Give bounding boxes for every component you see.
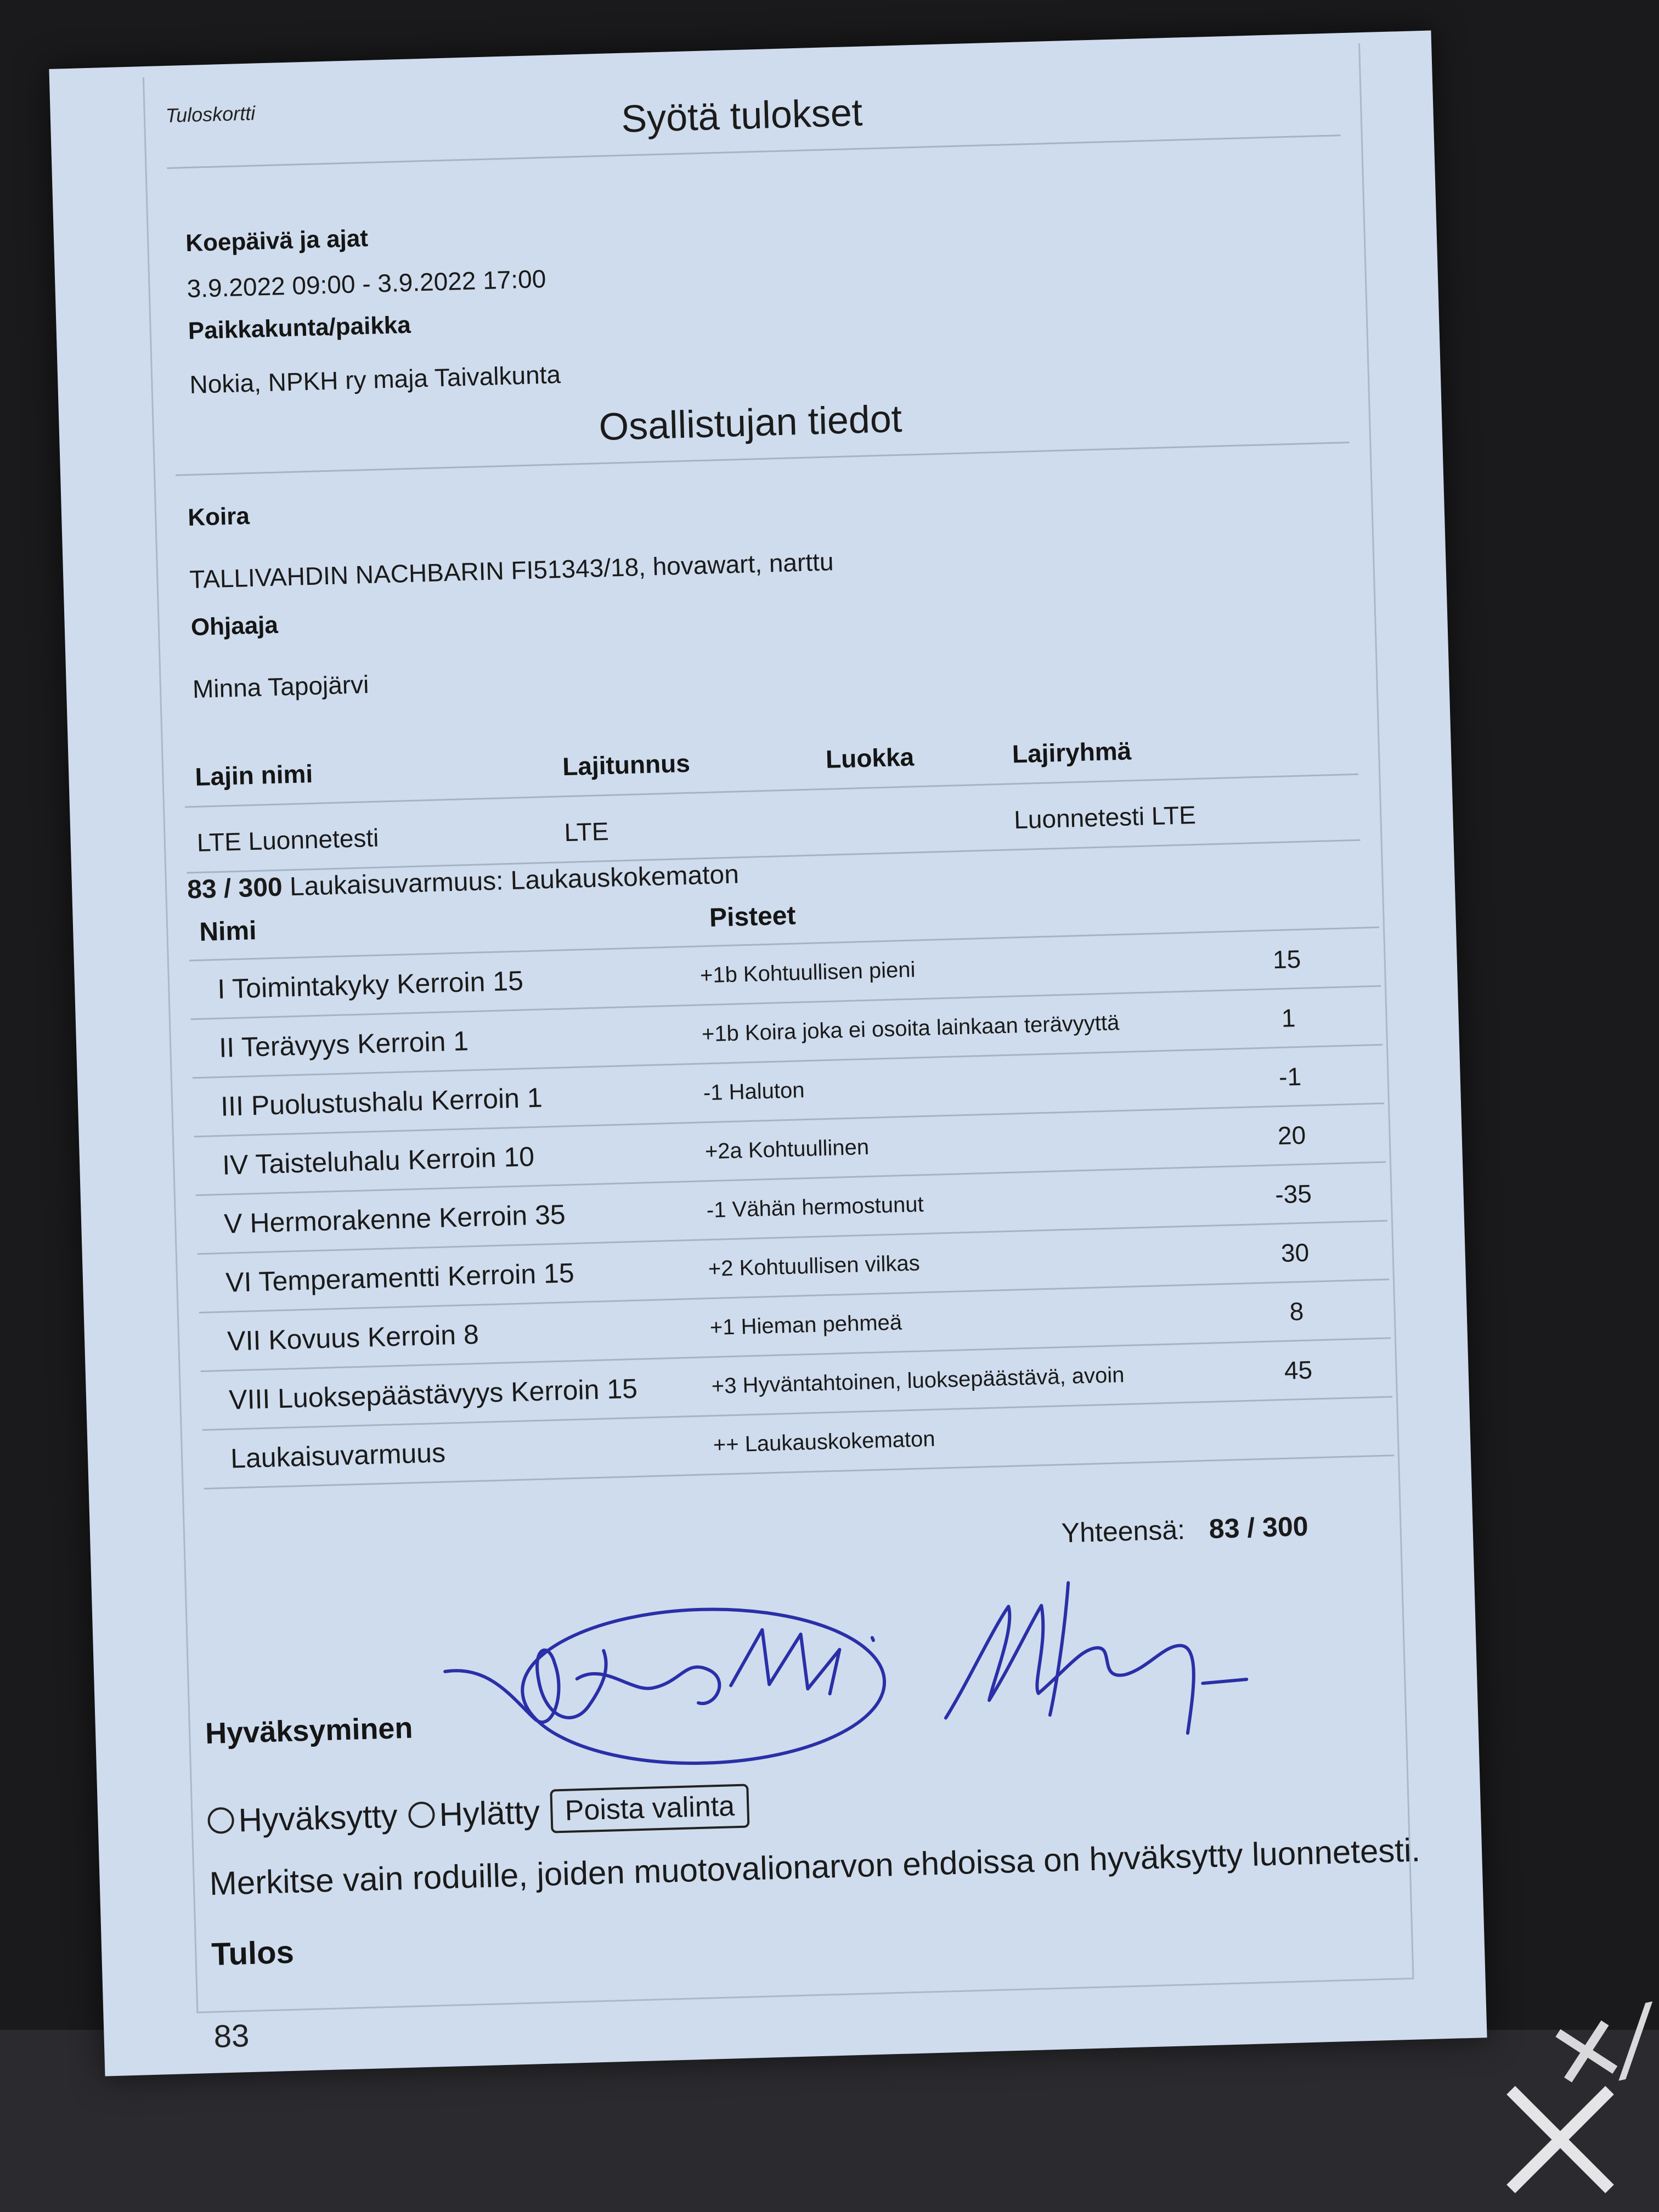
place-label: Paikkakunta/paikka	[188, 311, 411, 345]
criterion-choice: +2a Kohtuullinen	[704, 1109, 1199, 1181]
radio-approved[interactable]	[207, 1807, 234, 1834]
criterion-choice: +2 Kohtuullisen vilkas	[707, 1226, 1203, 1299]
criterion-points: -35	[1199, 1162, 1387, 1226]
criterion-points: 1	[1194, 986, 1383, 1049]
criteria-header-points: Pisteet	[698, 877, 1193, 946]
handler-label: Ohjaaja	[190, 611, 279, 641]
criterion-points: 8	[1203, 1279, 1391, 1343]
radio-rejected[interactable]	[408, 1802, 435, 1829]
criterion-name: IV Taisteluhalu Kerroin 10	[194, 1122, 706, 1195]
date-value: 3.9.2022 09:00 - 3.9.2022 17:00	[186, 264, 546, 303]
criterion-name: Laukaisuvarmuus	[202, 1416, 714, 1489]
criterion-choice: +3 Hyväntahtoinen, luoksepäästävä, avoin	[710, 1344, 1206, 1416]
total-value: 83 / 300	[1209, 1510, 1309, 1544]
score-summary-text: Laukaisuvarmuus: Laukauskokematon	[289, 860, 740, 902]
criterion-points: 45	[1204, 1338, 1392, 1402]
event-group: Luonnetesti LTE	[1013, 800, 1197, 834]
event-header-class: Luokka	[825, 742, 915, 774]
background-print: ✕⁄	[1537, 1988, 1658, 2115]
criterion-choice: -1 Vähän hermostunut	[706, 1167, 1201, 1240]
criterion-points: -1	[1196, 1045, 1384, 1108]
criterion-choice: -1 Haluton	[702, 1050, 1198, 1122]
radio-rejected-label[interactable]: Hylätty	[438, 1793, 540, 1833]
place-value: Nokia, NPKH ry maja Taivalkunta	[189, 360, 561, 399]
dog-value: TALLIVAHDIN NACHBARIN FI51343/18, hovawart, narttu	[189, 547, 834, 594]
criterion-name: VI Temperamentti Kerroin 15	[198, 1240, 709, 1313]
dog-label: Koira	[187, 503, 250, 532]
handler-value: Minna Tapojärvi	[192, 670, 369, 704]
event-name: LTE Luonnetesti	[196, 823, 380, 857]
total-label: Yhteensä:	[1061, 1514, 1186, 1549]
event-header-code: Lajitunnus	[562, 748, 691, 781]
card-tag: Tuloskortti	[165, 101, 256, 127]
criterion-choice: +1 Hieman pehmeä	[709, 1285, 1204, 1357]
criterion-name: I Toimintakyky Kerroin 15	[189, 946, 701, 1019]
criterion-points: 15	[1193, 927, 1381, 991]
result-value: 83	[213, 2018, 250, 2055]
criteria-header-name: Nimi	[188, 890, 699, 960]
background-shape	[1500, 2079, 1621, 2200]
result-label: Tulos	[211, 1934, 295, 1972]
clear-selection-button[interactable]: Poista valinta	[550, 1784, 749, 1833]
event-header-name: Lajin nimi	[194, 759, 313, 791]
event-code: LTE	[563, 816, 610, 847]
section-title-participant: Osallistujan tiedot	[598, 397, 903, 449]
approval-note: Merkitse vain roduille, joiden muotovalionarvon ehdoissa on hyväksytty luonnetesti.	[208, 1831, 1421, 1903]
result-card-sheet	[49, 31, 1487, 2076]
criterion-name: II Terävyys Kerroin 1	[191, 1005, 703, 1078]
event-header-group: Lajiryhmä	[1012, 736, 1132, 769]
criterion-choice: +1b Koira joka ei osoita lainkaan terävyyttä	[701, 991, 1196, 1064]
criterion-points	[1206, 1397, 1394, 1460]
criterion-name: VIII Luoksepäästävyys Kerroin 15	[201, 1357, 713, 1430]
criterion-choice: ++ Laukauskokematon	[712, 1402, 1207, 1474]
criterion-choice: +1b Kohtuullisen pieni	[699, 933, 1195, 1005]
approval-label: Hyväksyminen	[205, 1711, 414, 1751]
score-summary-value: 83 / 300	[187, 872, 283, 905]
radio-approved-label[interactable]: Hyväksytty	[238, 1797, 398, 1838]
criteria-header-value	[1191, 872, 1379, 933]
criterion-points: 30	[1201, 1221, 1389, 1284]
criterion-points: 20	[1198, 1103, 1386, 1167]
date-label: Koepäivä ja ajat	[185, 224, 369, 257]
criterion-name: VII Kovuus Kerroin 8	[199, 1299, 711, 1372]
criterion-name: III Puolustushalu Kerroin 1	[193, 1064, 704, 1137]
criterion-name: V Hermorakenne Kerroin 35	[196, 1181, 708, 1254]
page-title: Syötä tulokset	[620, 91, 864, 140]
criteria-table	[188, 872, 1394, 1489]
